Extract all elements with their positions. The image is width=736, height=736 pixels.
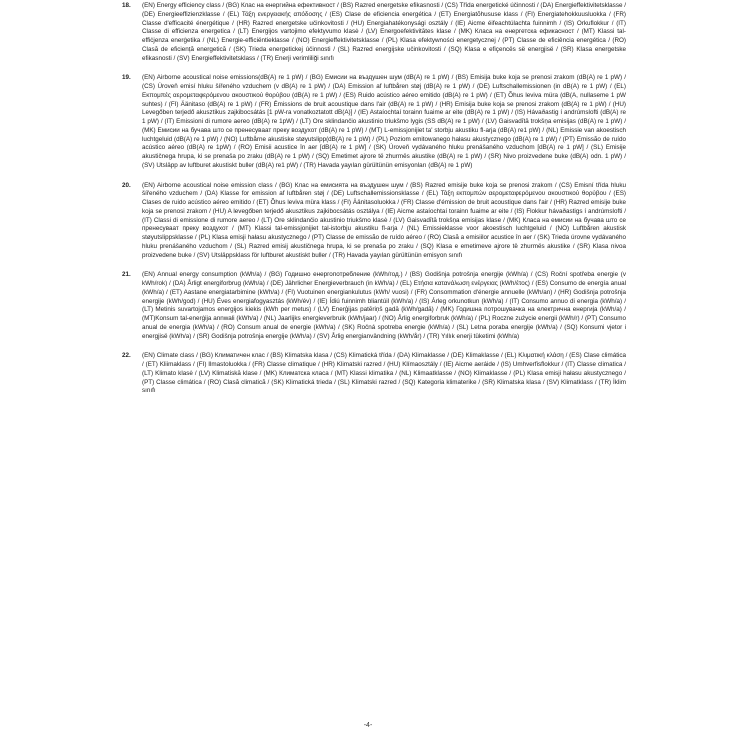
item-text: (EN) Airborne acoustical noise emission class / (BG) Клас на емисията на въздушен шум / (BS) Razred emisije buke koja se prenosi zrakom / (CS) Emisní třída hluku šířeného vzduchem / (DA) Klasse for emission af luftbåren støj / (DE) Luftschallemissionsklasse / (EL) Τάξη εκπομπών αερομεταφερόμενου ακουστικού θορύβου / (ES) Clases de ruido acústico aéreo emitido / (ET) Õhus leviva müra klass / (FI) Äänitasoluokka / (FR) Classe d'émission de bruit acoustique dans l'air / (HR) Razred emisije buke koja se prenosi zrakom / (HU) A levegőben terjedő akusztikus zajkibocsátás osztálya / (IE) Aicme astaíochtaí torainn fuaime ar eite / (IS) Flokkur hávaðastigs í andrúmslofti / (IT) Classi di emissione di rumore aereo / (LT) Ore sklindančio akustinio triukšmo klasė / (LV) Gaisvadītā trokšņa emisijas klase / (MK) Класа на емисии на бучава што се пренесуваат преку воздухот / (MT) Klassi tal-emissjonijiet tal-istorbju akustiku fl-arja / (NL) Emissieklasse voor akoestisch luchtgeluid / (NO) Luftbåren akustisk støyutslippsklasse / (PL) Klasa emisji hałasu akustycznego / (PT) Classe de emissão de ruído aéreo / (RO) Clasă a emisiilor acustice în aer / (SK) Trieda úrovne vydávaného hluku prenášaného vzduchom / (SL) Razred emisij akustičnega hrupa, ki se prenaša po zraku / (SQ) Klasa e emetimeve ajrore të zhurmës akustike / (SR) Klasa nivoa proizvedene buke / (SV) Utsläppsklass för luftburet akustiskt buller / (TR) Havada yayılan gürültünün emisyon sınıfı bbox=[142, 181, 626, 259]
item-number: 18. bbox=[122, 2, 131, 9]
list-item bbox=[122, 352, 626, 396]
item-number: 19. bbox=[122, 74, 131, 82]
item-text: (EN) Climate class / (BG) Климатичен клас / (BS) Klimatska klasa / (CS) Klimatická třída / (DA) Klimaklasse / (DE) Klimaklasse / (EL) Κλιματική κλάση / (ES) Clase climática / (ET) Kliimaklass / (FI) Ilmastoluokka / (FR) Classe climatique / (HR) Klimatski razred / (HU) Klímaosztály / (IE) Aicme aeráide / (IS) Umhverfisflokkur / (IT) Classe climatica / (LT) Klimato klasė / (LV) Klimatiskā klase / (MK) Климатска класа / (MT) Klassi klimatika / (NL) Klimaatklasse / (NO) Klimaklasse / (PL) Klasa emisji hałasu akustycznego / (PT) Classe climática / (RO) Clasă climatică / (SK) Klimatická trieda / (SL) Klimatski razred / (SQ) Kategoria klimaterike / (SR) Klimatska klasa / (SV) Klimatklass / (TR) İklim sınıfı bbox=[142, 352, 626, 395]
list-item bbox=[122, 271, 626, 341]
translation-list bbox=[122, 2, 626, 407]
list-item bbox=[122, 182, 626, 261]
item-text: (EN) Airborne acoustical noise emissions(dB(A) re 1 pW) / (BG) Емисии на въздушен шум (dB(A) re 1 pW) / (BS) Emisija buke koja se prenosi zrakom (dB(A) re 1 pW) / (CS) Úroveň emisí hluku šířeného vzduchem (v dB(A) re 1 pW) / (DA) Emission af luftbåren støj (dB(A) re 1 pW) / (DE) Luftschallemissionen (in dB(A) re 1 pW) / (EL) Εκπομπές αερομεταφερόμενου ακουστικού θορύβου (dB(A) re 1 pW) / (ES) Ruido acústico aéreo emitido (dB(A) re 1 pW) / (ET) Õhus leviva müra (dB(A, nullaseme 1 pW suhtes) / (FI) Äänitaso (dB(A) re 1 pW) / (FR) Émissions de bruit acoustique dans l'air (dB(A) re 1 pW) / (HR) Emisija buke koja se prenosi zrakom (dB(A) re 1 pW) / (HU) Levegőben terjedő akusztikus zajkibocsátás [1 pW-ra vonatkoztatott dB(A)] / (IE) Astaíochtaí torainn fuaime ar eite (dB(A) re 1 pW) / (IS) Hávaðastig í andrúmslofti (dB(A) re 1 pW) / (IT) Emissioni di rumore aereo (dB(A) re 1pW) / (LT) Ore sklindančio akustinio triukšmo lygis (SS dB(A) re 1 pW) / (LV) Gaisvadītā trokšņa emisijas (dB(A) re 1 pW) / (MK) Емисии на бучава што се пренесуваат преку воздухот (dB(A) re 1 pW) / (MT) L-emissjonijiet ta' storbju akustiku fl-arja (dB(A) re1 pW) / (NL) Emissie van akoestisch luchtgeluid (dB(A) re 1 pW) / (NO) Luftbårne akustiske støyutslipp(dB(A) re 1 pW) / (PL) Poziom emitowanego hałasu akustycznego (dB(A) re 1 pW) / (PT) Emissão de ruído acústico aéreo (dB(A) re 1pW) / (RO) Emisii acustice în aer [dB(A) re 1 pW] / (SK) Úroveň vydávaného hluku prenášaného vzduchom [dB(A) re 1 pW] / (SL) Emisije akustičnega hrupa, ki se prenaša po zraku (dB(A) re 1 pW) / (SQ) Emetimet ajrore të zhurmës akustike (dB(A) re 1 pW) / (SR) Nivo proizvedene buke (dB(A) odn. 1 pW) / (SV) Utsläpp av luftburet akustiskt buller (dB(A) re1 pW) / (TR) Havada yayılan gürültünün emisyonları (dB(A) re 1 pW) bbox=[142, 74, 626, 169]
item-text: (EN) Annual energy consumption (kWh/a) / (BG) Годишно енергопотребление (kWh/год.) / (BS) Godišnja potrošnja energije (kWh/a) / (CS) Roční spotřeba energie (v kWh/rok) / (DA) Årligt energiforbrug (kWh/a) / (DE) Jährlicher Energieverbrauch (in kWh/a) / (EL) Ετήσια κατανάλωση ενέργειας (kWh/έτος) / (ES) Consumo de energía anual (kWh/a) / (ET) Aastane energiatarbimine (kWh/a) / (FI) Vuotuinen energiankulutus (kWh/ vuosi) / (FR) Consommation d'énergie annuelle (kWh/an) / (HR) Godišnja potrošnja energije (kWh/god) / (HU) Éves energiafogyasztás (kWh/év) / (IE) Ídiú fuinnimh bliantúil (kWh/a) / (IS) Árleg orkunotkun (kWh/a) / (IT) Consumo annuo di energia (kWh/a) / (LT) Metinis suvartojamos energijos kiekis (kWh per metus) / (LV) Enerģijas patēriņš gadā (kWh/gadā) / (MK) Годишна потрошувачка на електрична енергија (kWh/a) / (MT)Konsum tal-enerġija annwali (kWh/a) / (NL) Jaarlijks energieverbruik (kWh/jaar) / (NO) Årlig energiforbruk (kWh/a) / (PL) Roczne zużycie energii (kWh/r) / (PT) Consumo anual de energia (kWh/a) / (RO) Consum anual de energie (kWh/a) / (SK) Ročná spotreba energie (kWh/a) / (SL) Letna poraba energije (kWh/a) / (SQ) Konsumi vjetor i energjisë (kWh/a) / (SR) Godišnja potrošnja energije (kWh/a) / (SV) Årlig energianvändning (kWh/år) / (TR) Yıllık enerji tüketimi (kWh/a) bbox=[142, 271, 626, 340]
page-number: -4- bbox=[363, 722, 373, 729]
item-number: 20. bbox=[122, 181, 131, 189]
item-number: 21. bbox=[122, 271, 131, 279]
list-item bbox=[122, 2, 626, 63]
item-text: (EN) Energy efficiency class / (BG) Клас на енергийна ефективност / (BS) Razred energetske efikasnosti / (CS) Třída energetické účinnosti / (DA) Energieffektivitetsklasse / (DE) Energieeffizienzklasse / (EL) Τάξη ενεργειακής απόδοσης / (ES) Clase de eficiencia energética / (ET) Energiatõhususe klass / (FI) Energiatehokkuusluokka / (FR) Classe d'efficacité énergétique / (HR) Razred energetske učinkovitosti / (HU) Energiahatékonysági osztály / (IE) Aicme éifeachtúlachta fuinnimh / (IS) Orkuflokkur / (IT) Classe di efficienza energetica / (LT) Energijos vartojimo efektyvumo klasė / (LV) Energoefektivitātes klase / (MK) Класа на енергетска ефикасност / (MT) Klassi tal-effiċjenza enerġetika / (NL) Energie-efficiëntieklasse / (NO) Energieffektivitetsklasse / (PL) Klasa efektywności energetycznej / (PT) Classe de eficiência energética / (RO) Clasă de eficiență energetică / (SK) Trieda energetickej účinnosti / (SL) Razred energijske učinkovitosti / (SQ) Klasa e efiçencës së energjisë / (SR) Klasa energetske efikasnosti / (SV) Energieffektivitetsklass / (TR) Enerji verimliliği sınıfı bbox=[142, 2, 626, 62]
list-item bbox=[122, 74, 626, 170]
item-number: 22. bbox=[122, 352, 131, 360]
